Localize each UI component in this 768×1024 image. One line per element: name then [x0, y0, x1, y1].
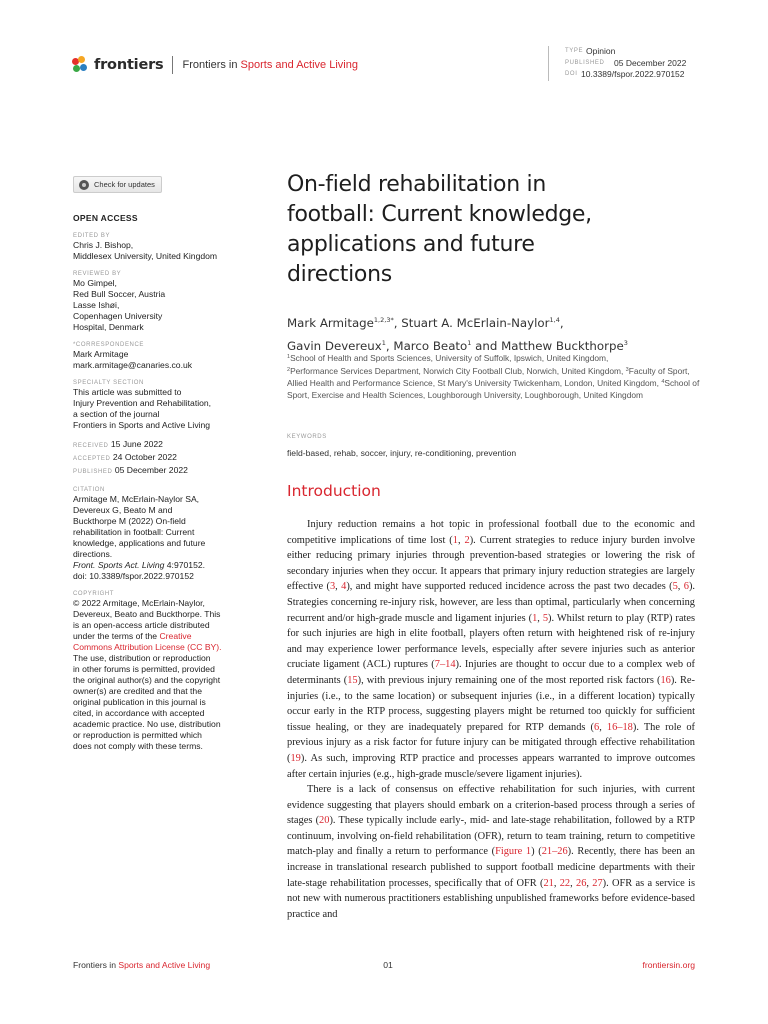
affiliation-marker: 3 [625, 366, 629, 373]
copyright-line: cited, in accordance with accepted [73, 708, 205, 718]
citation-link[interactable]: 1 [452, 534, 458, 546]
brand-name[interactable]: frontiers [94, 57, 164, 73]
citation-link[interactable]: 26 [576, 877, 587, 889]
citation-link[interactable]: 16–18 [606, 721, 633, 733]
footer-site-link[interactable]: frontiersin.org [642, 960, 695, 970]
cc-license-link[interactable]: Creative [159, 631, 192, 641]
author-affiliation-marker: 1 [381, 339, 386, 347]
citation-link[interactable]: 22 [559, 877, 571, 889]
specialty-label: SPECIALTY SECTION [73, 380, 144, 386]
reviewer-line: Mo Gimpel, [73, 278, 117, 288]
copyright-line: does not comply with these terms. [73, 741, 203, 751]
citation-doi[interactable]: doi: 10.3389/fspor.2022.970152 [73, 571, 194, 581]
page-number: 01 [383, 960, 393, 970]
correspondence-label: *CORRESPONDENCE [73, 342, 145, 348]
date-accepted: ACCEPTED 24 October 2022 [73, 452, 177, 462]
copyright-line: The use, distribution or reproduction [73, 653, 211, 663]
copyright-line: is an open-access article distributed [73, 620, 210, 630]
frontiers-logo-icon [72, 56, 90, 74]
specialty-line: This article was submitted to [73, 387, 182, 397]
citation-link[interactable]: 2 [464, 534, 470, 546]
paragraph: There is a lack of consensus on effective rehabilitation for such injuries, with current evidence suggesting that players should embark on a criterion-based process through a series of stages (20). These typically include early-, mid- and late-stage rehabilitation, followed by a RTP continuum, involving on-field rehabilitation (OFR), return to team training, return to competitive match-play and finally a return to performance (Figure 1) (21–26). Recently, there has been an increase in translational research published to support football medicine departments with their late-stage rehabilitation processes, specifically that of OFR (21, 22, 26, 27). OFR as a service is not new with numerous practitioners establishing unpublished frameworks before evidence-based practice and [287, 784, 696, 920]
citation-link[interactable]: 3 [329, 581, 336, 593]
correspondence-name: Mark Armitage [73, 349, 129, 359]
article-meta [548, 46, 686, 81]
sidebar [73, 176, 263, 752]
meta-published: PUBLISHED 05 December 2022 [565, 57, 687, 68]
citation-link[interactable]: 1 [532, 612, 538, 624]
header-divider [172, 56, 173, 74]
copyright-line: owner(s) are credited and that the [73, 686, 202, 696]
author-affiliation-marker: 1,2,3* [373, 316, 394, 324]
author-name[interactable]: Marco Beato [393, 339, 468, 353]
copyright-line: Devereux, Beato and Buckthorpe. This [73, 609, 221, 619]
citation-link[interactable]: 19 [290, 752, 301, 764]
meta-doi: DOI 10.3389/fspor.2022.970152 [565, 69, 685, 79]
copyright-line: under the terms of the Creative [73, 631, 192, 641]
citation-line: Armitage M, McErlain-Naylor SA, [73, 494, 200, 504]
citation-line: knowledge, applications and future [73, 538, 206, 548]
citation-line: Devereux G, Beato M and [73, 505, 173, 515]
editor-affiliation: Middlesex University, United Kingdom [73, 251, 218, 261]
affiliations [287, 352, 707, 401]
author-affiliation-marker: 1 [467, 339, 472, 347]
affiliation-text: School of Health and Sports Sciences, University of Suffolk, Ipswich, United Kingdom, [290, 353, 609, 363]
meta-type: TYPE Opinion [565, 46, 616, 56]
journal-prefix: Frontiers in [182, 59, 241, 71]
author-name[interactable]: Matthew Buckthorpe [501, 339, 624, 353]
citation-label: CITATION [73, 487, 105, 493]
citation-link[interactable]: 27 [592, 877, 603, 889]
reviewer-line: Red Bull Soccer, Austria [73, 289, 166, 299]
citation-link[interactable]: 7–14 [434, 659, 456, 671]
citation-line: Buckthorpe M (2022) On-field [73, 516, 186, 526]
journal-header [72, 52, 358, 78]
journal-title[interactable] [182, 59, 357, 71]
reviewer-line: Lasse Ishøi, [73, 300, 120, 310]
open-access-label: OPEN ACCESS [73, 213, 138, 223]
affiliation-marker: 1 [287, 354, 291, 360]
author-name[interactable]: Mark Armitage [287, 316, 374, 330]
page-footer [73, 960, 695, 974]
keywords-label: KEYWORDS [287, 434, 327, 440]
citation-link[interactable]: 4 [341, 581, 347, 593]
article-title: On-field rehabilitation in football: Current knowledge, applications and future directions [287, 172, 592, 287]
edited-by-label: EDITED BY [73, 233, 111, 239]
author-name[interactable]: Gavin Devereux [287, 339, 382, 353]
update-check-icon [79, 180, 89, 190]
keywords: field-based, rehab, soccer, injury, re-conditioning, prevention [287, 448, 517, 458]
section-heading-introduction: Introduction [287, 482, 381, 500]
citation-link[interactable]: 5 [672, 581, 678, 593]
author-affiliation-marker: 1,4 [549, 316, 560, 324]
citation-link[interactable]: 6 [683, 581, 689, 593]
citation-journal-line: Front. Sports Act. Living 4:970152. [73, 560, 206, 570]
citation-line: directions. [73, 549, 113, 559]
reviewer-line: Hospital, Denmark [73, 322, 144, 332]
citation-link[interactable]: 16 [660, 674, 671, 686]
copyright-line: © 2022 Armitage, McErlain-Naylor, [73, 598, 205, 608]
reviewed-by-label: REVIEWED BY [73, 271, 122, 277]
affiliation-text: Performance Services Department, Norwich City Football Club, Norwich, United Kingdom, [290, 365, 626, 376]
copyright-line: the original author(s) and the copyright [73, 675, 221, 685]
check-updates-label: Check for updates [94, 180, 155, 189]
specialty-line: Frontiers in Sports and Active Living [73, 420, 211, 430]
copyright-line: academic practice. No use, distribution [73, 719, 221, 729]
reviewer-line: Copenhagen University [73, 311, 163, 321]
affiliation-text: Faculty of Sport, Allied Health and Performance Science, St Mary's University Twickenham, London, United Kingdom, [287, 365, 690, 389]
copyright-label: COPYRIGHT [73, 591, 115, 597]
paragraph: Injury reduction remains a hot topic in professional football due to the economic and competitive implications of time lost (1, 2). Current strategies to reduce injury burden involve either reducing primary injuries through prevention-based strategies or lowering the risk of secondary injuries when they occur. It appears that primary injury reduction strategies are largely effective (3, 4), and might have supported reduced incidence across the past two decades (5, 6). Strategies concerning re-injury risk, however, are less than optimal, particularly when concerning recurrent and/or high-grade muscle and ligament injuries (1, 5). Whilst return to play (RTP) rates for such injuries are high in elite football, players often return with heightened risk of re-injury and may experience lower performance levels, especially after severe injuries such as anterior cruciate ligament (ACL) ruptures (7–14). Injuries are thought to occur due to a complex web of determinants (15), with previous injury remaining one of the most reported risk factors (16). Re-injuries (i.e., to the same location) or subsequent injuries (i.e., in a different location) typically occur early in the RTP process, suggesting players might be returned too quickly for sufficient tissue healing, or they are inadequately prepared for RTP demands (6, 16–18). The role of previous injury as a risk factor for future injury can be mitigated through effective rehabilitation (19). As such, improving RTP practice and processes appears warranted to improve outcomes after certain injuries (e.g., high-grade muscle/severe ligament injuries). [287, 519, 695, 780]
citation-link[interactable]: 6 [593, 721, 600, 733]
copyright-line: in other forums is permitted, provided [73, 664, 215, 674]
author-name[interactable]: Stuart A. McErlain-Naylor [401, 316, 550, 330]
editor-name: Chris J. Bishop, [73, 240, 134, 250]
cc-license-link[interactable]: Commons Attribution License (CC BY). [73, 642, 222, 652]
citation-link[interactable]: 15 [347, 674, 358, 686]
citation-link[interactable]: 20 [319, 815, 330, 827]
correspondence-email[interactable]: mark.armitage@canaries.co.uk [73, 360, 193, 370]
affiliation-marker: 2 [287, 366, 291, 373]
check-updates-button[interactable] [73, 176, 162, 193]
author-list: Mark Armitage$^{1,2,3*}$, Stuart A. McErlain-Naylor$^{1,4}$, Gavin Devereux$^1$, Marco Beato$^1$ and Matthew Buckthorpe$^3$ [287, 316, 628, 353]
footer-journal[interactable]: Frontiers in Sports and Active Living [73, 960, 211, 970]
specialty-line: a section of the journal [73, 409, 160, 419]
citation-line: rehabilitation in football: Current [73, 527, 195, 537]
affiliation-text: School of Sport, Exercise and Health Sciences, Loughborough University, Loughborough, United Kingdom [287, 378, 700, 400]
article-body [287, 517, 695, 922]
journal-name: Sports and Active Living [240, 59, 358, 71]
author-affiliation-marker: 3 [623, 339, 628, 347]
date-received: RECEIVED 15 June 2022 [73, 439, 163, 449]
affiliation-marker: 4 [661, 379, 665, 386]
date-published: PUBLISHED 05 December 2022 [73, 465, 188, 475]
citation-link[interactable]: 21–26 [541, 846, 568, 858]
copyright-line: original publication in this journal is [73, 697, 206, 707]
specialty-line: Injury Prevention and Rehabilitation, [73, 398, 212, 408]
dates-block [73, 439, 263, 478]
citation-link[interactable]: 5 [542, 612, 549, 624]
copyright-line: or reproduction is permitted which [73, 730, 202, 740]
citation-link[interactable]: Figure 1 [495, 846, 532, 858]
citation-link[interactable]: 21 [543, 877, 554, 889]
